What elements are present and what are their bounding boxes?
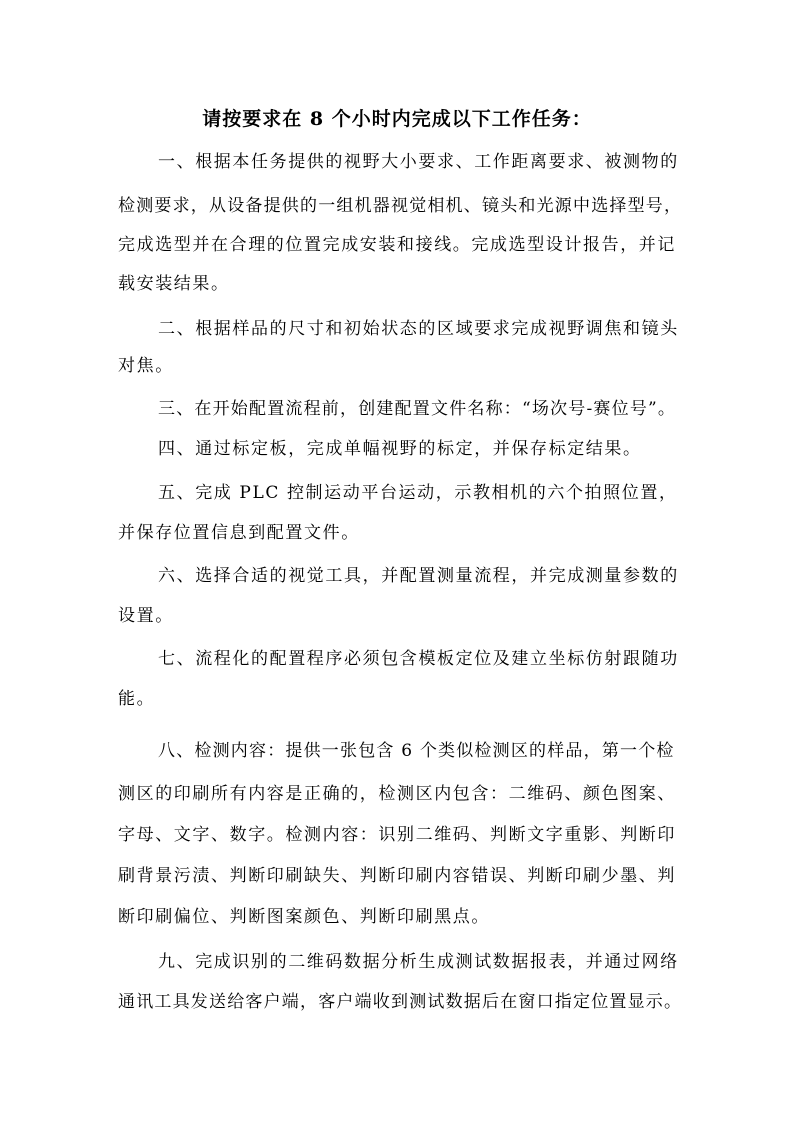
paragraph-line: 三、在开始配置流程前，创建配置文件名称：“场次号-赛位号”。 — [158, 399, 677, 419]
paragraph-line: 通讯工具发送给客户端，客户端收到测试数据后在窗口指定位置显示。 — [118, 992, 683, 1012]
page-title: 请按要求在 8 个小时内完成以下工作任务： — [202, 108, 592, 130]
paragraph-line: 字母、文字、数字。检测内容：识别二维码、判断文字重影、判断印 — [118, 825, 676, 845]
paragraph-line: 五、完成 PLC 控制运动平台运动，示教相机的六个拍照位置， — [158, 483, 678, 503]
paragraph-line: 能。 — [118, 689, 156, 709]
paragraph-line: 一、根据本任务提供的视野大小要求、工作距离要求、被测物的 — [158, 152, 679, 172]
paragraph-line: 并保存位置信息到配置文件。 — [118, 523, 360, 543]
paragraph-line: 九、完成识别的二维码数据分析生成测试数据报表，并通过网络 — [158, 952, 679, 972]
paragraph-line: 测区的印刷所有内容是正确的，检测区内包含：二维码、颜色图案、 — [118, 784, 676, 804]
paragraph-line: 七、流程化的配置程序必须包含模板定位及建立坐标仿射跟随功 — [158, 649, 679, 669]
paragraph-line: 八、检测内容：提供一张包含 6 个类似检测区的样品，第一个检 — [158, 741, 675, 761]
paragraph-line: 载安装结果。 — [118, 274, 230, 294]
paragraph-line: 设置。 — [118, 606, 174, 626]
paragraph-line: 四、通过标定板，完成单幅视野的标定，并保存标定结果。 — [158, 439, 642, 459]
paragraph-line: 二、根据样品的尺寸和初始状态的区域要求完成视野调焦和镜头 — [158, 319, 679, 339]
paragraph-line: 刷背景污渍、判断印刷缺失、判断印刷内容错误、判断印刷少墨、判 — [118, 866, 676, 886]
paragraph-line: 断印刷偏位、判断图案颜色、判断印刷黑点。 — [118, 907, 490, 927]
paragraph-line: 对焦。 — [118, 356, 174, 376]
paragraph-line: 检测要求，从设备提供的一组机器视觉相机、镜头和光源中选择型号， — [118, 196, 683, 216]
paragraph-line: 完成选型并在合理的位置完成安装和接线。完成选型设计报告，并记 — [118, 235, 676, 255]
paragraph-line: 六、选择合适的视觉工具，并配置测量流程，并完成测量参数的 — [158, 566, 679, 586]
